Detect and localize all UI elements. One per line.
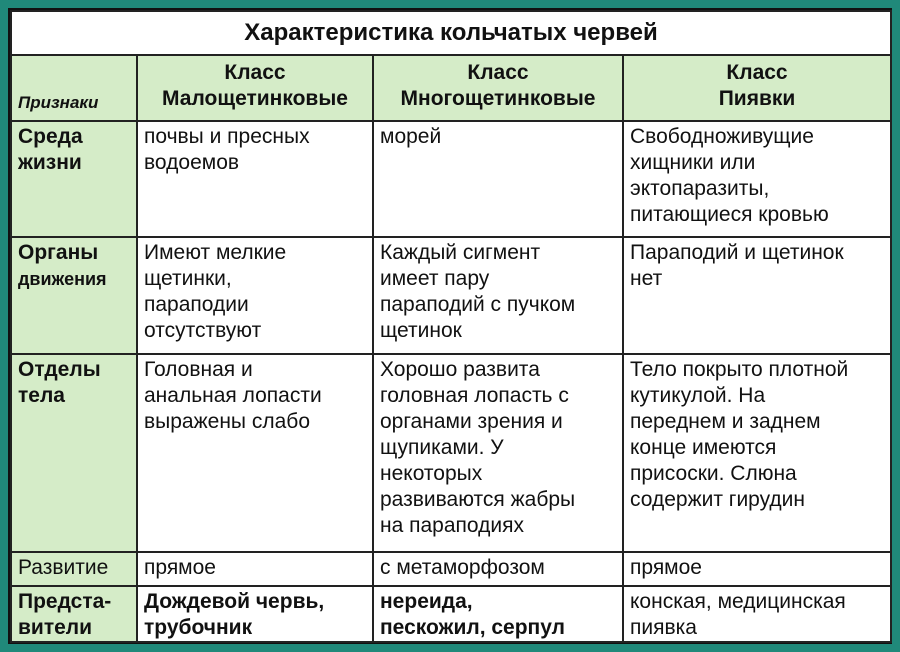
table-row: [11, 354, 891, 552]
table-frame: [8, 8, 892, 644]
cell: почвы и пресных водоемов: [137, 121, 373, 237]
cell: Хорошо развита головная лопасть с органами зрения и щупиками. У некоторых развиваются жабры на параподиях: [373, 354, 623, 552]
row-label-body-parts: Отделы тела: [11, 354, 137, 552]
cell: с метаморфозом: [373, 552, 623, 586]
cell: прямое: [623, 552, 891, 586]
cell: нереида, пескожил, серпул: [373, 586, 623, 642]
cell: конская, медицинская пиявка: [623, 586, 891, 642]
row-label-development: Развитие: [11, 552, 137, 586]
table-row: [11, 121, 891, 237]
table-title: Характеристика кольчатых червей: [11, 11, 891, 55]
header-hirudinea: Класс Пиявки: [623, 55, 891, 121]
table-row: [11, 237, 891, 354]
header-oligochaeta: Класс Малощетинковые: [137, 55, 373, 121]
cell: Параподий и щетинок нет: [623, 237, 891, 354]
cell: Тело покрыто плотной кутикулой. На переднем и заднем конце имеются присоски. Слюна содержит гирудин: [623, 354, 891, 552]
table-row: [11, 586, 891, 642]
annelids-table: [10, 10, 892, 643]
cell: Головная и анальная лопасти выражены слабо: [137, 354, 373, 552]
header-polychaeta: Класс Многощетинковые: [373, 55, 623, 121]
cell: Дождевой червь, трубочник: [137, 586, 373, 642]
cell: Свободноживущие хищники или эктопаразиты, питающиеся кровью: [623, 121, 891, 237]
row-label-representatives: Предста- вители: [11, 586, 137, 642]
table-row: [11, 552, 891, 586]
cell: Каждый сигмент имеет пару параподий с пучком щетинок: [373, 237, 623, 354]
row-label-habitat: Среда жизни: [11, 121, 137, 237]
title-row: [11, 11, 891, 55]
cell: Имеют мелкие щетинки, параподии отсутствуют: [137, 237, 373, 354]
attribute-header: Признаки: [11, 55, 137, 121]
row-label-locomotion: Органы движения: [11, 237, 137, 354]
header-row: [11, 55, 891, 121]
cell: прямое: [137, 552, 373, 586]
cell: морей: [373, 121, 623, 237]
